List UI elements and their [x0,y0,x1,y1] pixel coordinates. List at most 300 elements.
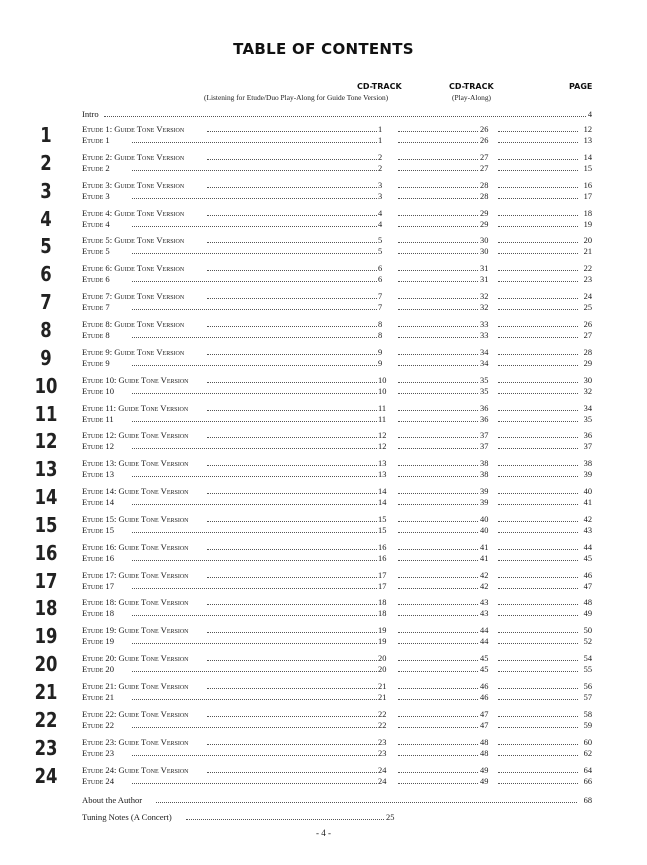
leader-dots [498,410,578,411]
leader-dots [132,393,377,394]
entry-cd-track-play-along: 49 [480,776,489,786]
leader-dots [498,253,578,254]
toc-entry-guide-tone[interactable] [82,765,592,776]
entry-page: 27 [583,330,592,340]
leader-dots [207,326,377,327]
leader-dots [398,253,478,254]
entry-page: 14 [583,152,592,162]
entry-page: 54 [583,654,592,664]
page-title: TABLE OF CONTENTS [233,40,414,58]
entry-cd-track-play-along: 40 [480,525,489,535]
etude-number-marker: 18 [34,596,58,621]
entry-cd-track-listening: 22 [378,709,387,719]
entry-page: 4 [587,110,592,119]
leader-dots [132,643,377,644]
etude-number-marker: 8 [40,317,52,342]
entry-page: 28 [583,347,592,357]
leader-dots [498,744,578,745]
leader-dots [398,215,478,216]
entry-cd-track-play-along: 26 [480,136,489,145]
entry-cd-track-listening: 2 [378,163,383,173]
entry-cd-track-play-along: 43 [480,609,489,619]
entry-cd-track-listening: 21 [378,693,387,702]
entry-page: 21 [583,247,592,257]
entry-page: 17 [583,191,592,201]
leader-dots [207,298,377,299]
entry-cd-track-listening: 6 [378,275,383,285]
entry-cd-track-listening: 5 [378,236,383,246]
entry-label: Etude 19 [82,636,114,647]
leader-dots [207,660,377,661]
etude-number-marker: 17 [34,568,58,593]
toc-entry-etude[interactable] [82,358,592,369]
leader-dots [398,588,478,589]
leader-dots [498,226,578,227]
entry-cd-track-play-along: 30 [480,247,489,257]
entry-page: 62 [583,748,592,758]
entry-cd-track-listening: 15 [378,525,387,535]
toc-entry-etude[interactable] [82,246,592,257]
entry-cd-track-listening: 17 [378,581,387,591]
entry-page: 45 [583,553,592,563]
toc-entry-guide-tone[interactable] [82,291,592,302]
entry-cd-track-play-along: 36 [480,403,489,413]
entry-cd-track-play-along: 27 [480,163,489,173]
leader-dots [207,382,377,383]
leader-dots [398,532,478,533]
entry-cd-track-listening: 7 [378,303,383,313]
leader-dots [207,187,377,188]
leader-dots [207,772,377,773]
page-number: - 4 - [316,828,331,838]
entry-label: Etude 4: Guide Tone Version [82,207,185,218]
entry-cd-track-play-along: 39 [480,498,489,508]
leader-dots [398,281,478,282]
entry-cd-track-listening: 11 [378,414,387,424]
leader-dots [498,309,578,310]
column-header-cd-track-play-along: CD-TRACK [449,82,494,91]
leader-dots [207,632,377,633]
entry-cd-track-listening: 4 [378,208,383,218]
toc-entry-guide-tone[interactable] [82,430,592,441]
toc-entry-guide-tone[interactable] [82,235,592,246]
entry-label: Etude 21 [82,692,114,702]
leader-dots [498,337,578,338]
toc-entry-guide-tone[interactable] [82,347,592,358]
entry-cd-track-listening: 23 [378,737,387,747]
entry-cd-track-listening: 12 [378,442,387,452]
etude-number-marker: 21 [34,680,58,704]
leader-dots [398,604,478,605]
leader-dots [132,309,377,310]
leader-dots [398,337,478,338]
entry-label: Etude 21: Guide Tone Version [82,681,189,691]
entry-label: Etude 14 [82,497,114,508]
toc-entry-etude[interactable] [82,748,592,759]
leader-dots [498,772,578,773]
column-subheader-play-along: (Play-Along) [452,93,491,102]
entry-label: Etude 19: Guide Tone Version [82,625,189,636]
entry-cd-track-listening: 3 [378,191,383,201]
entry-cd-track-listening: 22 [378,720,387,730]
entry-label: Etude 15: Guide Tone Version [82,513,189,524]
toc-entry-guide-tone[interactable] [82,653,592,664]
entry-page: 22 [583,264,592,274]
leader-dots [498,365,578,366]
toc-entry-guide-tone[interactable] [82,458,592,469]
entry-label: Etude 22 [82,719,114,730]
toc-entry-etude[interactable] [82,302,592,313]
entry-cd-track-play-along: 39 [480,487,489,497]
toc-entry-etude[interactable] [82,664,592,675]
leader-dots [398,671,478,672]
entry-cd-track-listening: 24 [378,776,387,786]
entry-label: Etude 2: Guide Tone Version [82,151,185,162]
entry-cd-track-play-along: 47 [480,720,489,730]
toc-entry-etude[interactable] [82,553,592,564]
etude-number-marker: 24 [34,763,58,788]
etude-number-marker: 7 [40,290,52,315]
toc-entry-guide-tone[interactable] [82,542,592,553]
entry-cd-track-listening: 6 [378,264,383,274]
leader-dots [398,242,478,243]
entry-cd-track-play-along: 42 [480,581,489,591]
toc-entry-etude[interactable] [82,330,592,341]
toc-entry-guide-tone[interactable] [82,152,592,163]
leader-dots [156,802,577,803]
entry-page: 46 [583,570,592,580]
leader-dots [398,772,478,773]
entry-cd-track-listening: 13 [378,459,387,469]
leader-dots [498,142,578,143]
entry-cd-track-listening: 3 [378,180,383,190]
toc-entry-etude[interactable] [82,414,592,425]
entry-page: 26 [583,319,592,329]
leader-dots [132,253,377,254]
etude-number-marker: 6 [40,262,52,287]
entry-label: Etude 20 [82,664,114,675]
leader-dots [207,493,377,494]
entry-cd-track-play-along: 26 [480,125,489,134]
leader-dots [498,131,578,132]
leader-dots [498,521,578,522]
entry-page: 64 [583,765,592,775]
entry-cd-track-play-along: 42 [480,570,489,580]
entry-cd-track-play-along: 41 [480,542,489,552]
entry-page: 15 [583,163,592,173]
leader-dots [498,476,578,477]
entry-label: Etude 15 [82,524,114,535]
toc-entry-etude[interactable] [82,608,592,619]
toc-entry-guide-tone[interactable] [82,263,592,274]
entry-page: 36 [583,431,592,441]
leader-dots [498,382,578,383]
leader-dots [498,727,578,728]
entry-page: 44 [583,542,592,552]
entry-page: 19 [583,219,592,229]
etude-number-marker: 14 [34,485,58,510]
leader-dots [498,699,578,700]
toc-entry-etude[interactable] [82,636,592,647]
toc-entry-guide-tone[interactable] [82,709,592,720]
entry-page: 60 [583,737,592,747]
entry-page: 35 [583,414,592,424]
toc-entry-guide-tone[interactable] [82,737,592,748]
leader-dots [498,281,578,282]
toc-entry-etude[interactable] [82,274,592,285]
toc-entry-etude[interactable] [82,219,592,230]
toc-entry-guide-tone[interactable] [82,124,592,135]
entry-cd-track-play-along: 43 [480,598,489,608]
toc-entry-etude[interactable] [82,469,592,480]
entry-cd-track-play-along: 31 [480,275,489,285]
leader-dots [398,226,478,227]
leader-dots [498,170,578,171]
entry-cd-track-listening: 5 [378,247,383,257]
entry-page: 12 [583,125,592,134]
leader-dots [498,504,578,505]
entry-cd-track-listening: 24 [378,765,387,775]
entry-cd-track-play-along: 36 [480,414,489,424]
leader-dots [207,410,377,411]
leader-dots [132,699,377,700]
entry-label: Etude 9: Guide Tone Version [82,346,185,357]
entry-cd-track-listening: 9 [378,358,383,368]
entry-page: 42 [583,514,592,524]
leader-dots [398,170,478,171]
etude-number-marker: 13 [34,457,58,482]
entry-label: Etude 16: Guide Tone Version [82,541,189,552]
toc-entry-guide-tone[interactable] [82,375,592,386]
leader-dots [398,744,478,745]
entry-label: Etude 5: Guide Tone Version [82,235,185,246]
toc-entry-etude[interactable] [82,720,592,731]
toc-entry-guide-tone[interactable] [82,625,592,636]
toc-entry-intro[interactable] [82,109,592,120]
toc-entry-etude[interactable] [82,386,592,397]
leader-dots [132,142,377,143]
entry-cd-track-listening: 19 [378,637,387,647]
toc-entry-guide-tone[interactable] [82,597,592,608]
entry-cd-track-listening: 19 [378,626,387,636]
leader-dots [498,632,578,633]
entry-label: Etude 9 [82,357,110,368]
entry-page: 18 [583,208,592,218]
entry-label: Etude 18 [82,608,114,619]
leader-dots [132,337,377,338]
entry-cd-track-listening: 16 [378,553,387,563]
etude-number-marker: 22 [34,707,58,732]
leader-dots [498,465,578,466]
leader-dots [207,242,377,243]
entry-cd-track-play-along: 29 [480,208,489,218]
toc-entry-etude[interactable] [82,581,592,592]
etude-number-marker: 5 [40,234,52,259]
leader-dots [398,465,478,466]
leader-dots [398,660,478,661]
entry-cd-track-listening: 1 [378,125,383,134]
entry-cd-track-play-along: 28 [480,191,489,201]
leader-dots [398,382,478,383]
leader-dots [398,421,478,422]
leader-dots [207,159,377,160]
leader-dots [498,215,578,216]
entry-label: Etude 12 [82,441,114,452]
entry-cd-track-listening: 8 [378,330,383,340]
leader-dots [207,465,377,466]
toc-entry-guide-tone[interactable] [82,570,592,581]
toc-entry-etude[interactable] [82,525,592,536]
leader-dots [498,437,578,438]
leader-dots [498,270,578,271]
entry-cd-track-listening: 9 [378,347,383,357]
leader-dots [207,744,377,745]
leader-dots [207,437,377,438]
toc-entry-etude[interactable] [82,776,592,787]
entry-cd-track-play-along: 35 [480,386,489,396]
entry-cd-track-play-along: 35 [480,375,489,385]
toc-entry-tuning-notes[interactable] [82,812,402,823]
entry-cd-track-play-along: 49 [480,765,489,775]
leader-dots [498,588,578,589]
leader-dots [498,783,578,784]
leader-dots [398,699,478,700]
leader-dots [498,671,578,672]
leader-dots [498,448,578,449]
toc-entry-guide-tone[interactable] [82,514,592,525]
entry-page: 23 [583,275,592,285]
leader-dots [498,532,578,533]
leader-dots [398,476,478,477]
toc-entry-etude[interactable] [82,441,592,452]
toc-entry-guide-tone[interactable] [82,208,592,219]
entry-label: Etude 10: Guide Tone Version [82,374,189,385]
toc-entry-etude[interactable] [82,497,592,508]
entry-label: Etude 8: Guide Tone Version [82,318,185,329]
toc-entry-about-author[interactable] [82,795,592,806]
leader-dots [398,521,478,522]
entry-label: Etude 3: Guide Tone Version [82,179,185,190]
entry-label: Intro [82,109,99,119]
toc-entry-etude[interactable] [82,692,592,703]
entry-page: 47 [583,581,592,591]
entry-label: Etude 1 [82,135,110,145]
leader-dots [398,688,478,689]
toc-entry-guide-tone[interactable] [82,486,592,497]
leader-dots [398,437,478,438]
entry-page: 20 [583,236,592,246]
leader-dots [398,632,478,633]
leader-dots [207,577,377,578]
leader-dots [498,688,578,689]
entry-page: 39 [583,470,592,480]
entry-cd-track-listening: 18 [378,598,387,608]
entry-cd-track-listening: 2 [378,152,383,162]
leader-dots [132,615,377,616]
entry-label: Tuning Notes (A Concert) [82,812,172,822]
leader-dots [132,755,377,756]
entry-label: Etude 6 [82,274,110,285]
entry-cd-track-listening: 23 [378,748,387,758]
leader-dots [398,142,478,143]
entry-page: 38 [583,459,592,469]
entry-page: 41 [583,498,592,508]
entry-label: Etude 10 [82,385,114,396]
entry-page: 16 [583,180,592,190]
leader-dots [498,716,578,717]
leader-dots [132,198,377,199]
entry-cd-track-listening: 20 [378,654,387,664]
entry-cd-track-play-along: 46 [480,693,489,702]
toc-entry-guide-tone[interactable] [82,681,592,692]
toc-entry-guide-tone[interactable] [82,319,592,330]
leader-dots [398,560,478,561]
entry-cd-track-listening: 4 [378,219,383,229]
entry-cd-track-play-along: 34 [480,358,489,368]
etude-number-marker: 10 [34,373,58,398]
leader-dots [132,727,377,728]
leader-dots [498,493,578,494]
entry-cd-track-listening: 20 [378,665,387,675]
leader-dots [398,354,478,355]
entry-cd-track-play-along: 44 [480,637,489,647]
toc-entry-etude[interactable] [82,163,592,174]
leader-dots [132,671,377,672]
column-header-cd-track-listening: CD-TRACK [357,82,402,91]
entry-label: Etude 16 [82,552,114,563]
leader-dots [398,159,478,160]
entry-page: 66 [583,776,592,786]
entry-label: Etude 14: Guide Tone Version [82,486,189,497]
entry-label: Etude 4 [82,218,110,229]
entry-cd-track-play-along: 31 [480,264,489,274]
entry-label: About the Author [82,795,143,805]
entry-page: 50 [583,626,592,636]
leader-dots [398,615,478,616]
column-subheader-listening: (Listening for Etude/Duo Play-Along for Guide Tone Version) [204,93,389,102]
leader-dots [132,560,377,561]
leader-dots [398,783,478,784]
toc-entry-etude[interactable] [82,191,592,202]
entry-label: Etude 5 [82,246,110,257]
entry-label: Etude 13: Guide Tone Version [82,458,189,469]
etude-number-marker: 2 [40,150,52,175]
leader-dots [207,549,377,550]
entry-page: 57 [583,693,592,702]
entry-label: Etude 7: Guide Tone Version [82,291,185,302]
entry-cd-track-listening: 18 [378,609,387,619]
entry-cd-track-listening: 10 [378,386,387,396]
leader-dots [398,187,478,188]
leader-dots [498,326,578,327]
entry-cd-track-play-along: 32 [480,303,489,313]
leader-dots [398,549,478,550]
etude-number-marker: 4 [40,206,52,231]
leader-dots [207,604,377,605]
leader-dots [132,504,377,505]
toc-entry-guide-tone[interactable] [82,403,592,414]
toc-entry-guide-tone[interactable] [82,180,592,191]
leader-dots [207,521,377,522]
entry-label: Etude 11 [82,413,114,424]
leader-dots [132,281,377,282]
entry-cd-track-play-along: 45 [480,654,489,664]
leader-dots [104,116,586,117]
entry-cd-track-listening: 12 [378,431,387,441]
toc-entry-etude[interactable] [82,135,592,146]
leader-dots [498,198,578,199]
entry-cd-track-listening: 13 [378,470,387,480]
